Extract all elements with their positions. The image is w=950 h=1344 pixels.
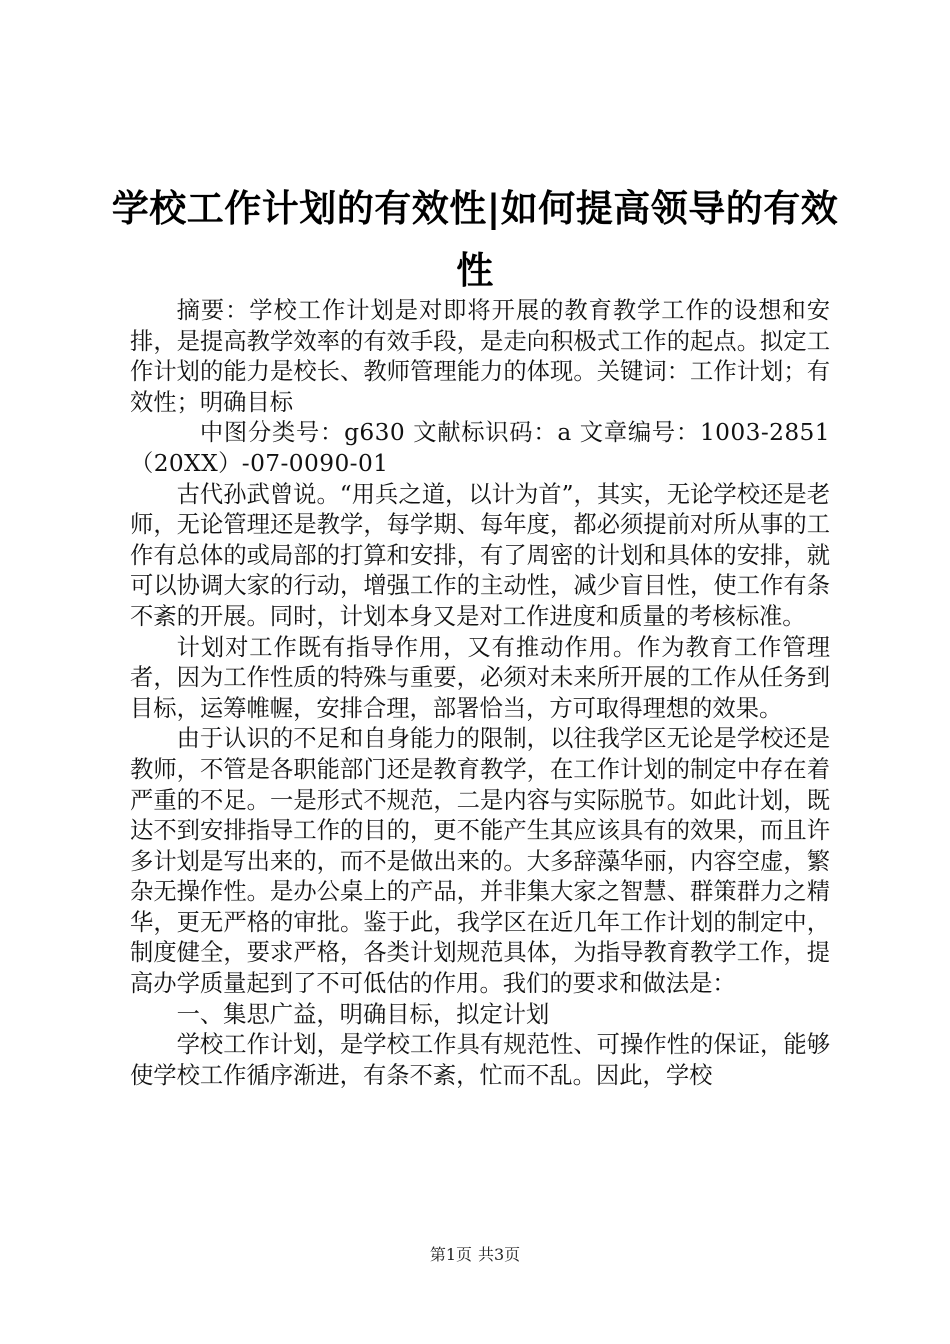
page-total: 共3页 <box>478 1245 521 1264</box>
body-paragraph: 由于认识的不足和自身能力的限制，以往我学区无论是学校还是教师，不管是各职能部门还是教育教学，在工作计划的制定中存在着严重的不足。一是形式不规范，二是内容与实际脱节。如此计划，既达不到安排指导工作的目的，更不能产生其应该具有的效果，而且许多计划是写出来的，而不是做出来的。大多辞藻华丽，内容空虚，繁杂无操作性。是办公桌上的产品，并非集大家之智慧、群策群力之精华，更无严格的审批。鉴于此，我学区在近几年工作计划的制定中，制度健全，要求严格，各类计划规范具体，为指导教育教学工作，提高办学质量起到了不可低估的作用。我们的要求和做法是： <box>130 725 830 998</box>
page-footer <box>0 1245 950 1265</box>
page-title: 学校工作计划的有效性|如何提高领导的有效性 <box>111 187 839 292</box>
body-paragraph: 古代孙武曾说。“用兵之道，以计为首”，其实，无论学校还是老师，无论管理还是教学，每学期、每年度，都必须提前对所从事的工作有总体的或局部的打算和安排，有了周密的计划和具体的安排，就可以协调大家的行动，增强工作的主动性，减少盲目性，使工作有条不紊的开展。同时，计划本身又是对工作进度和质量的考核标准。 <box>130 480 830 630</box>
body-paragraph: 学校工作计划，是学校工作具有规范性、可操作性的保证，能够使学校工作循序渐进，有条不紊，忙而不乱。因此，学校 <box>130 1031 830 1089</box>
section-heading: 一、集思广益，明确目标，拟定计划 <box>176 1000 550 1028</box>
classification-paragraph: 中图分类号：g630 文献标识码：a 文章编号：1003-2851（20XX）-07-0090-01 <box>130 419 830 477</box>
document-body <box>130 296 830 1091</box>
page-number: 第1页 <box>429 1245 472 1264</box>
body-paragraph: 计划对工作既有指导作用，又有推动作用。作为教育工作管理者，因为工作性质的特殊与重要，必须对未来所开展的工作从任务到目标，运筹帷幄，安排合理，部署恰当，方可取得理想的效果。 <box>130 633 830 722</box>
abstract-paragraph: 摘要：学校工作计划是对即将开展的教育教学工作的设想和安排，是提高教学效率的有效手段，是走向积极式工作的起点。拟定工作计划的能力是校长、教师管理能力的体现。关键词：工作计划；有效性；明确目标 <box>130 297 830 416</box>
